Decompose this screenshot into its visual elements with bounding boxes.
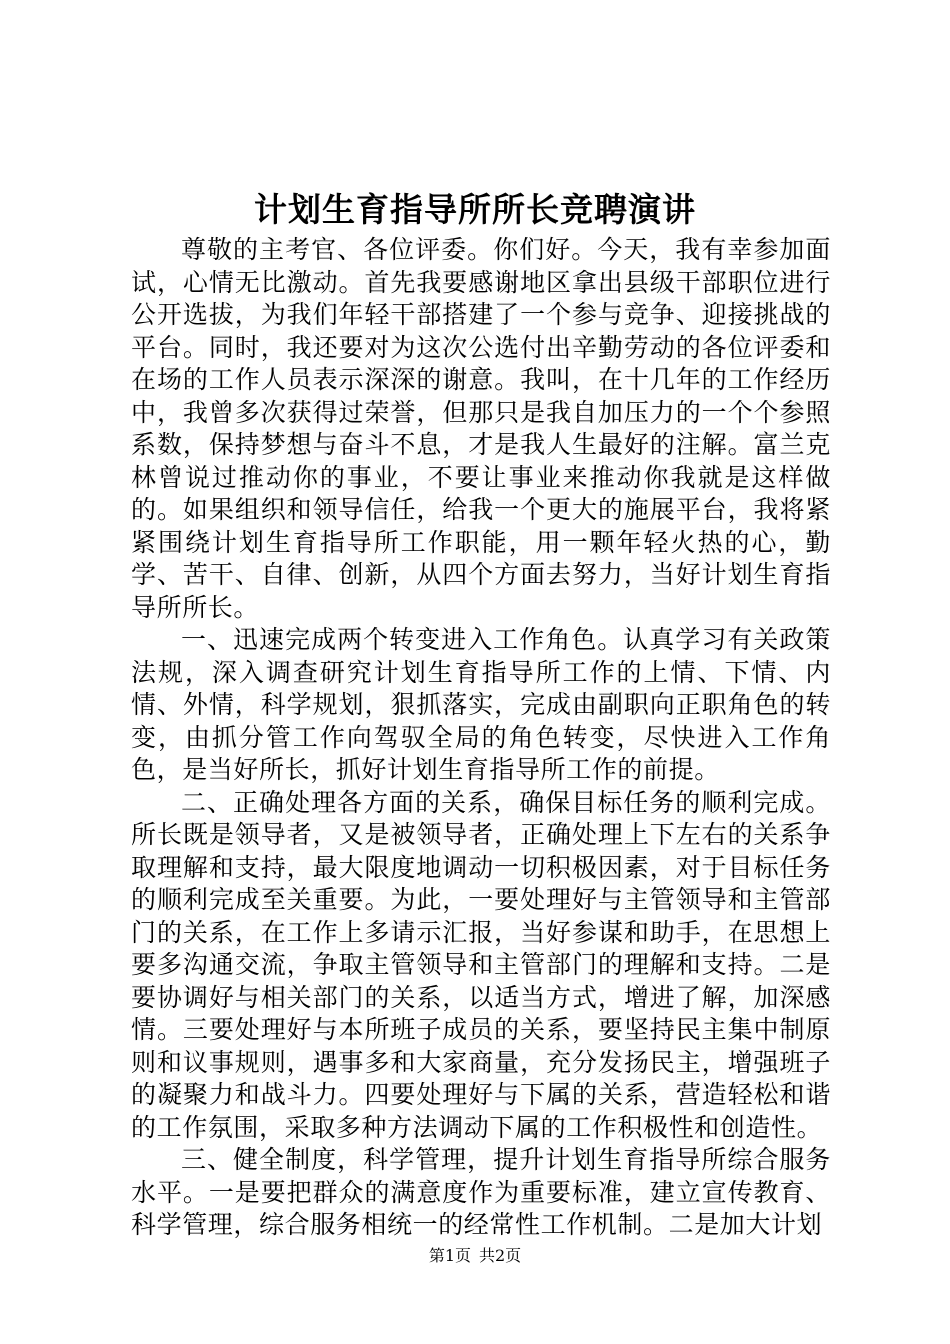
page-number-current: 第1页: [428, 1246, 471, 1265]
paragraph-intro: 尊敬的主考官、各位评委。你们好。今天，我有幸参加面试，心情无比激动。首先我要感谢地区拿出县级干部职位进行公开选拔，为我们年轻干部搭建了一个参与竞争、迎接挑战的平台。同时，我还要对为这次公选付出辛勤劳动的各位评委和在场的工作人员表示深深的谢意。我叫，在十几年的工作经历中，我曾多次获得过荣誉，但那只是我自加压力的一个个参照系数，保持梦想与奋斗不息，才是我人生最好的注解。富兰克林曾说过推动你的事业，不要让事业来推动你我就是这样做的。如果组织和领导信任，给我一个更大的施展平台，我将紧紧围绕计划生育指导所工作职能，用一颗年轻火热的心，勤学、苦干、自律、创新，从四个方面去努力，当好计划生育指导所所长。: [131, 235, 831, 622]
paragraph-point-three: 三、健全制度，科学管理，提升计划生育指导所综合服务水平。一是要把群众的满意度作为重要标准，建立宣传教育、科学管理，综合服务相统一的经常性工作机制。二是加大计划: [131, 1145, 831, 1239]
page-footer: [0, 1245, 950, 1267]
document-title: 计划生育指导所所长竞聘演讲: [254, 190, 696, 229]
paragraph-point-one: 一、迅速完成两个转变进入工作角色。认真学习有关政策法规，深入调查研究计划生育指导所工作的上情、下情、内情、外情，科学规划，狠抓落实，完成由副职向正职角色的转变，由抓分管工作向驾驭全局的角色转变，尽快进入工作角色，是当好所长，抓好计划生育指导所工作的前提。: [131, 625, 831, 784]
document-body: [131, 234, 831, 1242]
page-number-total: 共2页: [479, 1246, 522, 1265]
paragraph-point-two: 二、正确处理各方面的关系，确保目标任务的顺利完成。所长既是领导者，又是被领导者，正确处理上下左右的关系争取理解和支持，最大限度地调动一切积极因素，对于目标任务的顺利完成至关重要。为此，一要处理好与主管领导和主管部门的关系，在工作上多请示汇报，当好参谋和助手，在思想上要多沟通交流，争取主管领导和主管部门的理解和支持。二是要协调好与相关部门的关系，以适当方式，增进了解，加深感情。三要处理好与本所班子成员的关系，要坚持民主集中制原则和议事规则，遇事多和大家商量，充分发扬民主，增强班子的凝聚力和战斗力。四要处理好与下属的关系，营造轻松和谐的工作氛围，采取多种方法调动下属的工作积极性和创造性。: [131, 787, 831, 1142]
